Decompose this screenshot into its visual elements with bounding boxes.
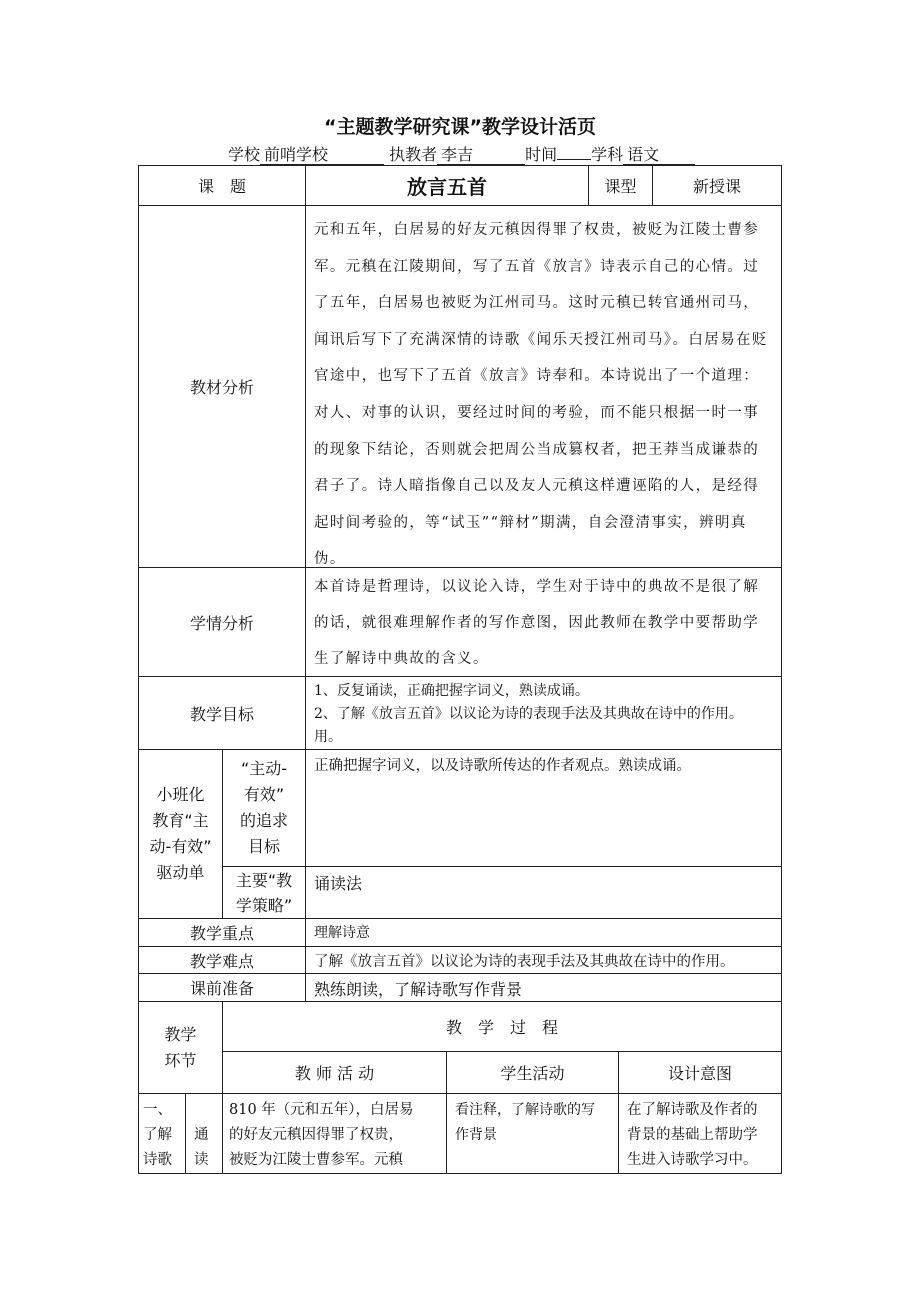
text-line: 教学: [164, 1024, 197, 1044]
text-line: 起时间考验的，等“试玉”“辩材”期满，自会澄清事实，辨明真: [314, 514, 747, 531]
teacher-value: 李吉: [437, 146, 525, 165]
text-line: “主动-: [240, 759, 288, 778]
time-label: 时间: [525, 145, 558, 164]
text-line: 生进入诗歌学习中。: [627, 1152, 758, 1168]
text-line: 生了解诗中典故的含义。: [314, 651, 489, 667]
difficulty-value: 了解《放言五首》以议论为诗的表现手法及其典故在诗中的作用。: [305, 946, 782, 974]
text-line: 了五年，白居易也被贬为江州司马。这时元稹已转官通州司马，: [314, 295, 760, 312]
text-line: 本首诗是哲理诗，以议论入诗，学生对于诗中的典故不是很了解: [314, 579, 760, 595]
goals-text: [305, 676, 782, 750]
stage-label: [138, 1001, 223, 1094]
analysis-label: 教材分析: [138, 205, 306, 568]
text-line: 闻讯后写下了充满深情的诗歌《闻乐天授江州司马》。白居易在贬: [314, 331, 768, 348]
text-line: 元和五年，白居易的好友元稹因得罪了权贵，被贬为江陵士曹参: [314, 222, 760, 238]
text-line: 环节: [164, 1050, 197, 1070]
text-line: 诗歌: [143, 1152, 172, 1168]
difficulty-label: 教学难点: [138, 946, 306, 974]
text-line: 的追求: [239, 811, 288, 830]
sub-stage-cell: [185, 1093, 223, 1174]
students-text: [305, 567, 782, 677]
text-line: 的现象下结论，否则就会把周公当成篡权者，把王莽当成谦恭的: [314, 441, 760, 458]
text-line: 伪。: [314, 551, 346, 568]
student-activity-header: 学生活动: [446, 1051, 619, 1094]
teacher-activity-header: 教 师 活 动: [222, 1051, 447, 1094]
school-label: 学校: [228, 145, 261, 164]
text-line: 的话，就很难理解作者的写作意图，因此教师在教学中要帮助学: [314, 615, 760, 631]
driver-label: [138, 749, 223, 919]
text-line: 军。元稹在江陵期间，写了五首《放言》诗表示自己的心情。过: [314, 258, 760, 275]
key-point-label: 教学重点: [138, 918, 306, 947]
text-line: 小班化: [156, 785, 205, 804]
students-label: 学情分析: [138, 567, 306, 677]
pursuit-goal-value: 正确把握字词义，以及诗歌所传达的作者观点。熟读成诵。: [305, 749, 782, 867]
text-line: 作背景: [455, 1127, 497, 1143]
strategy-label: [222, 866, 306, 919]
school-value: 前哨学校: [260, 146, 384, 165]
text-line: 驱动单: [156, 863, 205, 882]
document-title: “主题教学研究课”教学设计活页: [324, 116, 596, 138]
text-line: 主要“教: [235, 870, 293, 890]
text-line: 目标: [247, 837, 280, 856]
type-value: 新授课: [652, 165, 782, 206]
preparation-value: 熟练朗读，了解诗歌写作背景: [305, 973, 782, 1002]
goal-item: 1、反复诵读，正确把握字词义，熟读成诵。: [314, 683, 589, 699]
text-line: 有效”: [243, 785, 285, 804]
text-line: 被贬为江陵士曹参军。元稹: [229, 1152, 403, 1168]
text-line: 动-有效”: [149, 837, 212, 856]
subject-value: 语文: [623, 146, 695, 165]
text-line: 学策略”: [235, 895, 293, 915]
type-label: 课型: [588, 165, 653, 206]
teacher-label: 执教者: [389, 145, 438, 164]
time-value: [557, 159, 591, 160]
text-line: 看注释，了解诗歌的写: [455, 1102, 595, 1118]
text-line: 了解: [143, 1127, 172, 1143]
design-intent-header: 设计意图: [618, 1051, 782, 1094]
text-line: 的好友元稹因得罪了权贵，: [229, 1127, 403, 1143]
analysis-text: [305, 205, 782, 568]
goal-item: 用。: [314, 729, 342, 745]
strategy-value: 诵读法: [305, 866, 782, 919]
text-line: 通: [194, 1127, 209, 1143]
stage-cell: [138, 1093, 186, 1174]
student-activity-cell: [446, 1093, 619, 1174]
text-line: 对人、对事的认识，要经过时间的考验，而不能只根据一时一事: [314, 404, 760, 421]
topic-value: 放言五首: [305, 165, 589, 206]
text-line: 君子了。诗人暗指像自己以及友人元稹这样遭诬陷的人，是经得: [314, 478, 760, 495]
teacher-activity-cell: [222, 1093, 447, 1174]
goal-item: 2、了解《放言五首》以议论为诗的表现手法及其典故在诗中的作用。: [314, 706, 743, 722]
text-line: 810 年（元和五年），白居易: [229, 1102, 414, 1118]
text-line: 官途中，也写下了五首《放言》诗奉和。本诗说出了一个道理：: [314, 368, 760, 385]
design-intent-cell: [618, 1093, 782, 1174]
preparation-label: 课前准备: [138, 973, 306, 1002]
topic-label: 课 题: [138, 165, 306, 206]
meta-line: [228, 142, 695, 165]
goals-label: 教学目标: [138, 676, 306, 750]
pursuit-goal-label: [222, 749, 306, 867]
text-line: 在了解诗歌及作者的: [627, 1102, 758, 1118]
subject-label: 学科: [591, 145, 624, 164]
process-header: 教 学 过 程: [222, 1001, 782, 1052]
text-line: 背景的基础上帮助学: [627, 1127, 758, 1143]
text-line: 一、: [143, 1102, 172, 1118]
key-point-value: 理解诗意: [305, 918, 782, 947]
text-line: 教育“主: [152, 811, 209, 830]
text-line: 读: [194, 1152, 209, 1168]
